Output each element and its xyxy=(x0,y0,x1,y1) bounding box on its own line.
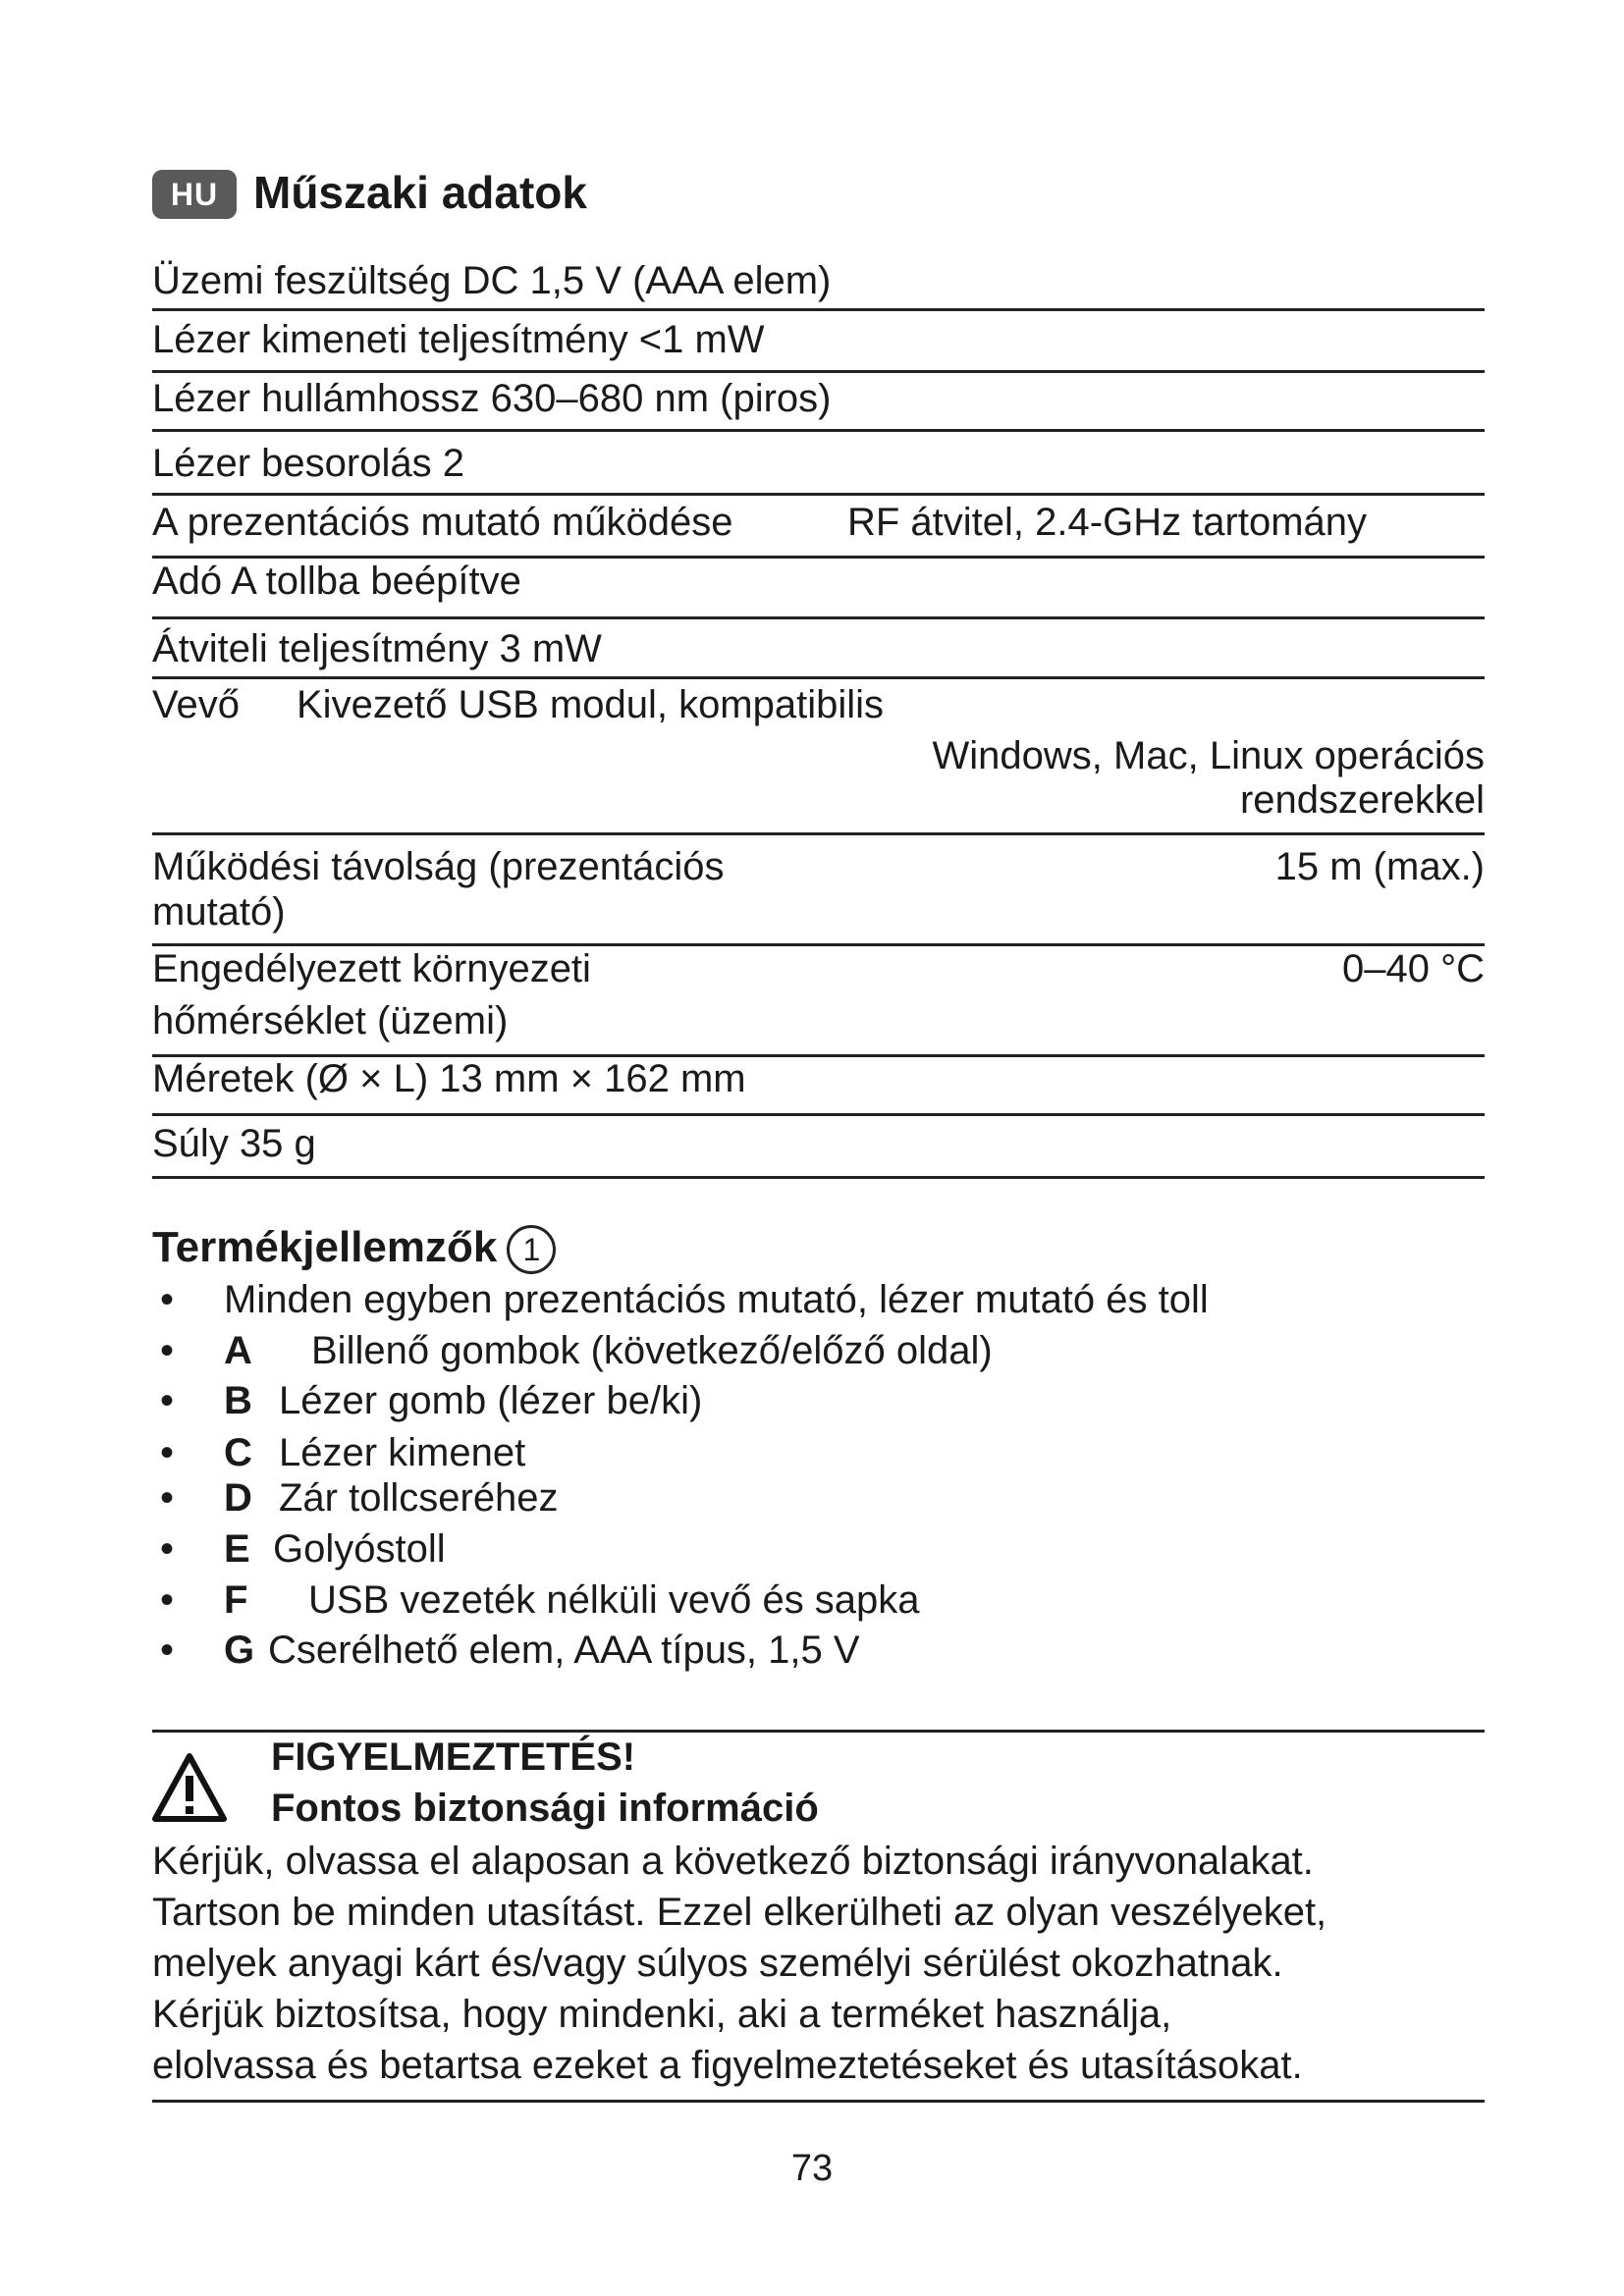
spec-row xyxy=(152,1055,1485,1102)
spec-row xyxy=(152,1120,1485,1167)
spec-row xyxy=(152,945,1485,1043)
warning-title: FIGYELMEZTETÉS! xyxy=(271,1735,636,1779)
spec-value: 15 m (max.) xyxy=(1274,845,1485,888)
paragraph-line: elolvassa és betartsa ezeket a figyelmeztetéseket és utasításokat. xyxy=(152,2044,1303,2087)
spec-text: Üzemi feszültség DC 1,5 V (AAA elem) xyxy=(152,259,832,302)
features-title xyxy=(152,1220,556,1275)
bullet: • xyxy=(160,1578,175,1622)
feature-text: Lézer kimenet xyxy=(279,1431,526,1474)
bullet: • xyxy=(160,1379,175,1422)
figure-ref-badge: 1 xyxy=(507,1225,556,1274)
feature-text: Billenő gombok (következő/előző oldal) xyxy=(311,1329,993,1372)
divider xyxy=(152,1113,1485,1116)
page-title: Műszaki adatok xyxy=(253,167,587,218)
spec-text: Lézer hullámhossz 630–680 nm (piros) xyxy=(152,377,832,420)
divider xyxy=(152,832,1485,835)
bullet: • xyxy=(160,1527,175,1571)
spec-row xyxy=(152,375,1485,422)
divider xyxy=(152,493,1485,496)
spec-text: Átviteli teljesítmény 3 mW xyxy=(152,627,602,670)
feature-text: Zár tollcseréhez xyxy=(279,1476,559,1520)
spec-text: Súly 35 g xyxy=(152,1122,316,1165)
bullet: • xyxy=(160,1629,175,1672)
divider xyxy=(152,1176,1485,1179)
divider xyxy=(152,616,1485,619)
spec-text: Lézer kimeneti teljesítmény <1 mW xyxy=(152,318,765,361)
divider xyxy=(152,1730,1485,1733)
spec-label: mutató) xyxy=(152,890,286,934)
warning-triangle-icon xyxy=(152,1752,227,1823)
divider xyxy=(152,370,1485,373)
bullet: • xyxy=(160,1476,175,1520)
spec-value: Windows, Mac, Linux operációs xyxy=(932,734,1485,777)
spec-label: Engedélyezett környezeti xyxy=(152,947,591,990)
spec-value: Kivezető USB modul, kompatibilis xyxy=(297,683,885,726)
page-number: 73 xyxy=(790,2148,834,2189)
divider xyxy=(152,2100,1485,2103)
bullet: • xyxy=(160,1278,175,1321)
features-title-text: Termékjellemzők xyxy=(152,1223,498,1271)
paragraph-line: Kérjük, olvassa el alaposan a következő biztonsági irányvonalakat. xyxy=(152,1840,1314,1883)
spec-row xyxy=(152,257,1485,304)
spec-row xyxy=(152,681,1485,828)
feature-label: B xyxy=(224,1379,252,1422)
spec-label: Vevő xyxy=(152,683,240,726)
feature-label: A xyxy=(224,1329,252,1372)
divider xyxy=(152,429,1485,432)
spec-text: Adó A tollba beépítve xyxy=(152,560,521,603)
spec-value: rendszerekkel xyxy=(1239,778,1485,822)
divider xyxy=(152,308,1485,311)
language-badge: HU xyxy=(152,170,237,219)
feature-label: C xyxy=(224,1431,252,1474)
spec-label: A prezentációs mutató működése xyxy=(152,501,733,544)
spec-row xyxy=(152,440,1485,487)
spec-value: RF átvitel, 2.4-GHz tartomány xyxy=(847,501,1368,544)
feature-text: Cserélhető elem, AAA típus, 1,5 V xyxy=(268,1629,860,1672)
spec-row xyxy=(152,316,1485,363)
spec-text: Lézer besorolás 2 xyxy=(152,442,464,485)
spec-label: hőmérséklet (üzemi) xyxy=(152,999,509,1042)
spec-row xyxy=(152,558,1485,605)
bullet: • xyxy=(160,1431,175,1474)
spec-text: Méretek (Ø × L) 13 mm × 162 mm xyxy=(152,1057,746,1100)
spec-value: 0–40 °C xyxy=(1342,947,1485,990)
paragraph-line: Tartson be minden utasítást. Ezzel elkerülheti az olyan veszélyeket, xyxy=(152,1891,1327,1934)
bullet: • xyxy=(160,1329,175,1372)
spec-row xyxy=(152,625,1485,672)
feature-text: USB vezeték nélküli vevő és sapka xyxy=(308,1578,920,1622)
spec-row xyxy=(152,843,1485,941)
feature-text: Lézer gomb (lézer be/ki) xyxy=(279,1379,703,1422)
feature-text: Minden egyben prezentációs mutató, lézer mutató és toll xyxy=(224,1278,1209,1321)
feature-text: Golyóstoll xyxy=(273,1527,446,1571)
divider xyxy=(152,676,1485,679)
spec-row xyxy=(152,499,1485,546)
feature-label: F xyxy=(224,1578,248,1622)
paragraph-line: Kérjük biztosítsa, hogy mindenki, aki a terméket használja, xyxy=(152,1993,1172,2036)
warning-subtitle: Fontos biztonsági információ xyxy=(271,1787,819,1830)
feature-label: D xyxy=(224,1476,252,1520)
feature-label: E xyxy=(224,1527,250,1571)
spec-label: Működési távolság (prezentációs xyxy=(152,845,725,888)
feature-label: G xyxy=(224,1629,255,1672)
paragraph-line: melyek anyagi kárt és/vagy súlyos személyi sérülést okozhatnak. xyxy=(152,1942,1283,1985)
